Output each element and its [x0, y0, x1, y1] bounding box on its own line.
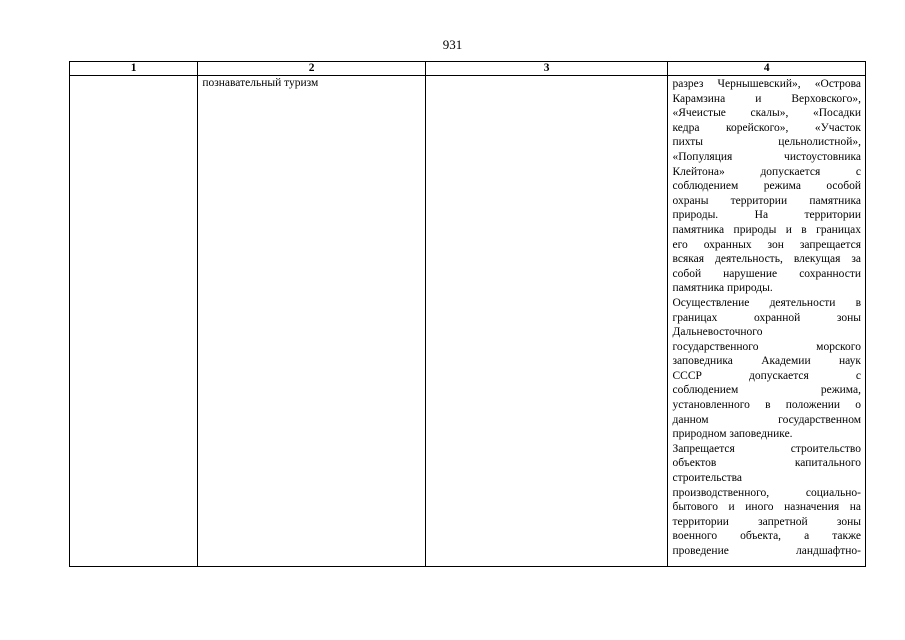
column-header-3: 3	[425, 62, 668, 76]
cell-col1	[70, 76, 198, 567]
column-header-1: 1	[70, 62, 198, 76]
col4-line: производственного, социально-	[672, 486, 861, 499]
col4-line: кедра корейского», «Участок	[672, 121, 861, 134]
col4-line: объектов капитального	[672, 457, 861, 470]
col4-line: проведение ландшафтно-	[672, 545, 861, 557]
col4-line: соблюдением режима,	[672, 384, 861, 397]
col4-line: пихты цельнолистной»,	[672, 136, 861, 149]
document-table	[69, 61, 866, 567]
col4-line: «Популяция чистоустовника	[672, 150, 861, 163]
table-header-row	[70, 62, 866, 76]
col4-line: строительства	[672, 472, 743, 485]
col4-line: соблюдением режима особой	[672, 180, 861, 193]
cell-col4	[668, 76, 866, 567]
col4-line: СССР допускается с	[672, 369, 861, 382]
page-number: 931	[442, 37, 463, 52]
cell-col2: познавательный туризм	[198, 76, 426, 567]
col4-line: Осуществление деятельности в	[672, 296, 861, 309]
col4-line: природы. На территории	[672, 209, 861, 222]
col4-line: памятника природы.	[672, 282, 773, 295]
col4-line: его охранных зон запрещается	[672, 238, 861, 251]
cell-col3	[425, 76, 668, 567]
col4-line: данном государственном	[672, 413, 861, 426]
col4-line: территории запретной зоны	[672, 515, 861, 528]
col4-line: Дальневосточного	[672, 326, 763, 339]
col4-line: памятника природы и в границах	[672, 223, 861, 236]
col4-line: Карамзина и Верховского»,	[672, 92, 861, 105]
col4-line: государственного морского	[672, 340, 861, 353]
col4-line: собой нарушение сохранности	[672, 267, 861, 280]
table-row	[70, 76, 866, 567]
col4-line: Запрещается строительство	[672, 442, 861, 455]
col4-line: Клейтона» допускается с	[672, 165, 861, 178]
col4-line: охраны территории памятника	[672, 194, 861, 207]
col4-line: военного объекта, а также	[672, 530, 861, 543]
col4-line: разрез Чернышевский», «Острова	[672, 78, 861, 90]
col4-line: природном заповеднике.	[672, 428, 793, 441]
col4-line: заповедника Академии наук	[672, 355, 861, 368]
col4-line: границах охранной зоны	[672, 311, 861, 324]
col4-line: всякая деятельность, влекущая за	[672, 253, 861, 266]
col4-line: установленного в положении о	[672, 399, 861, 412]
column-header-4: 4	[668, 62, 866, 76]
col4-line: «Ячеистые скалы», «Посадки	[672, 107, 861, 120]
column-header-2: 2	[198, 62, 426, 76]
col4-line: бытового и иного назначения на	[672, 501, 861, 514]
